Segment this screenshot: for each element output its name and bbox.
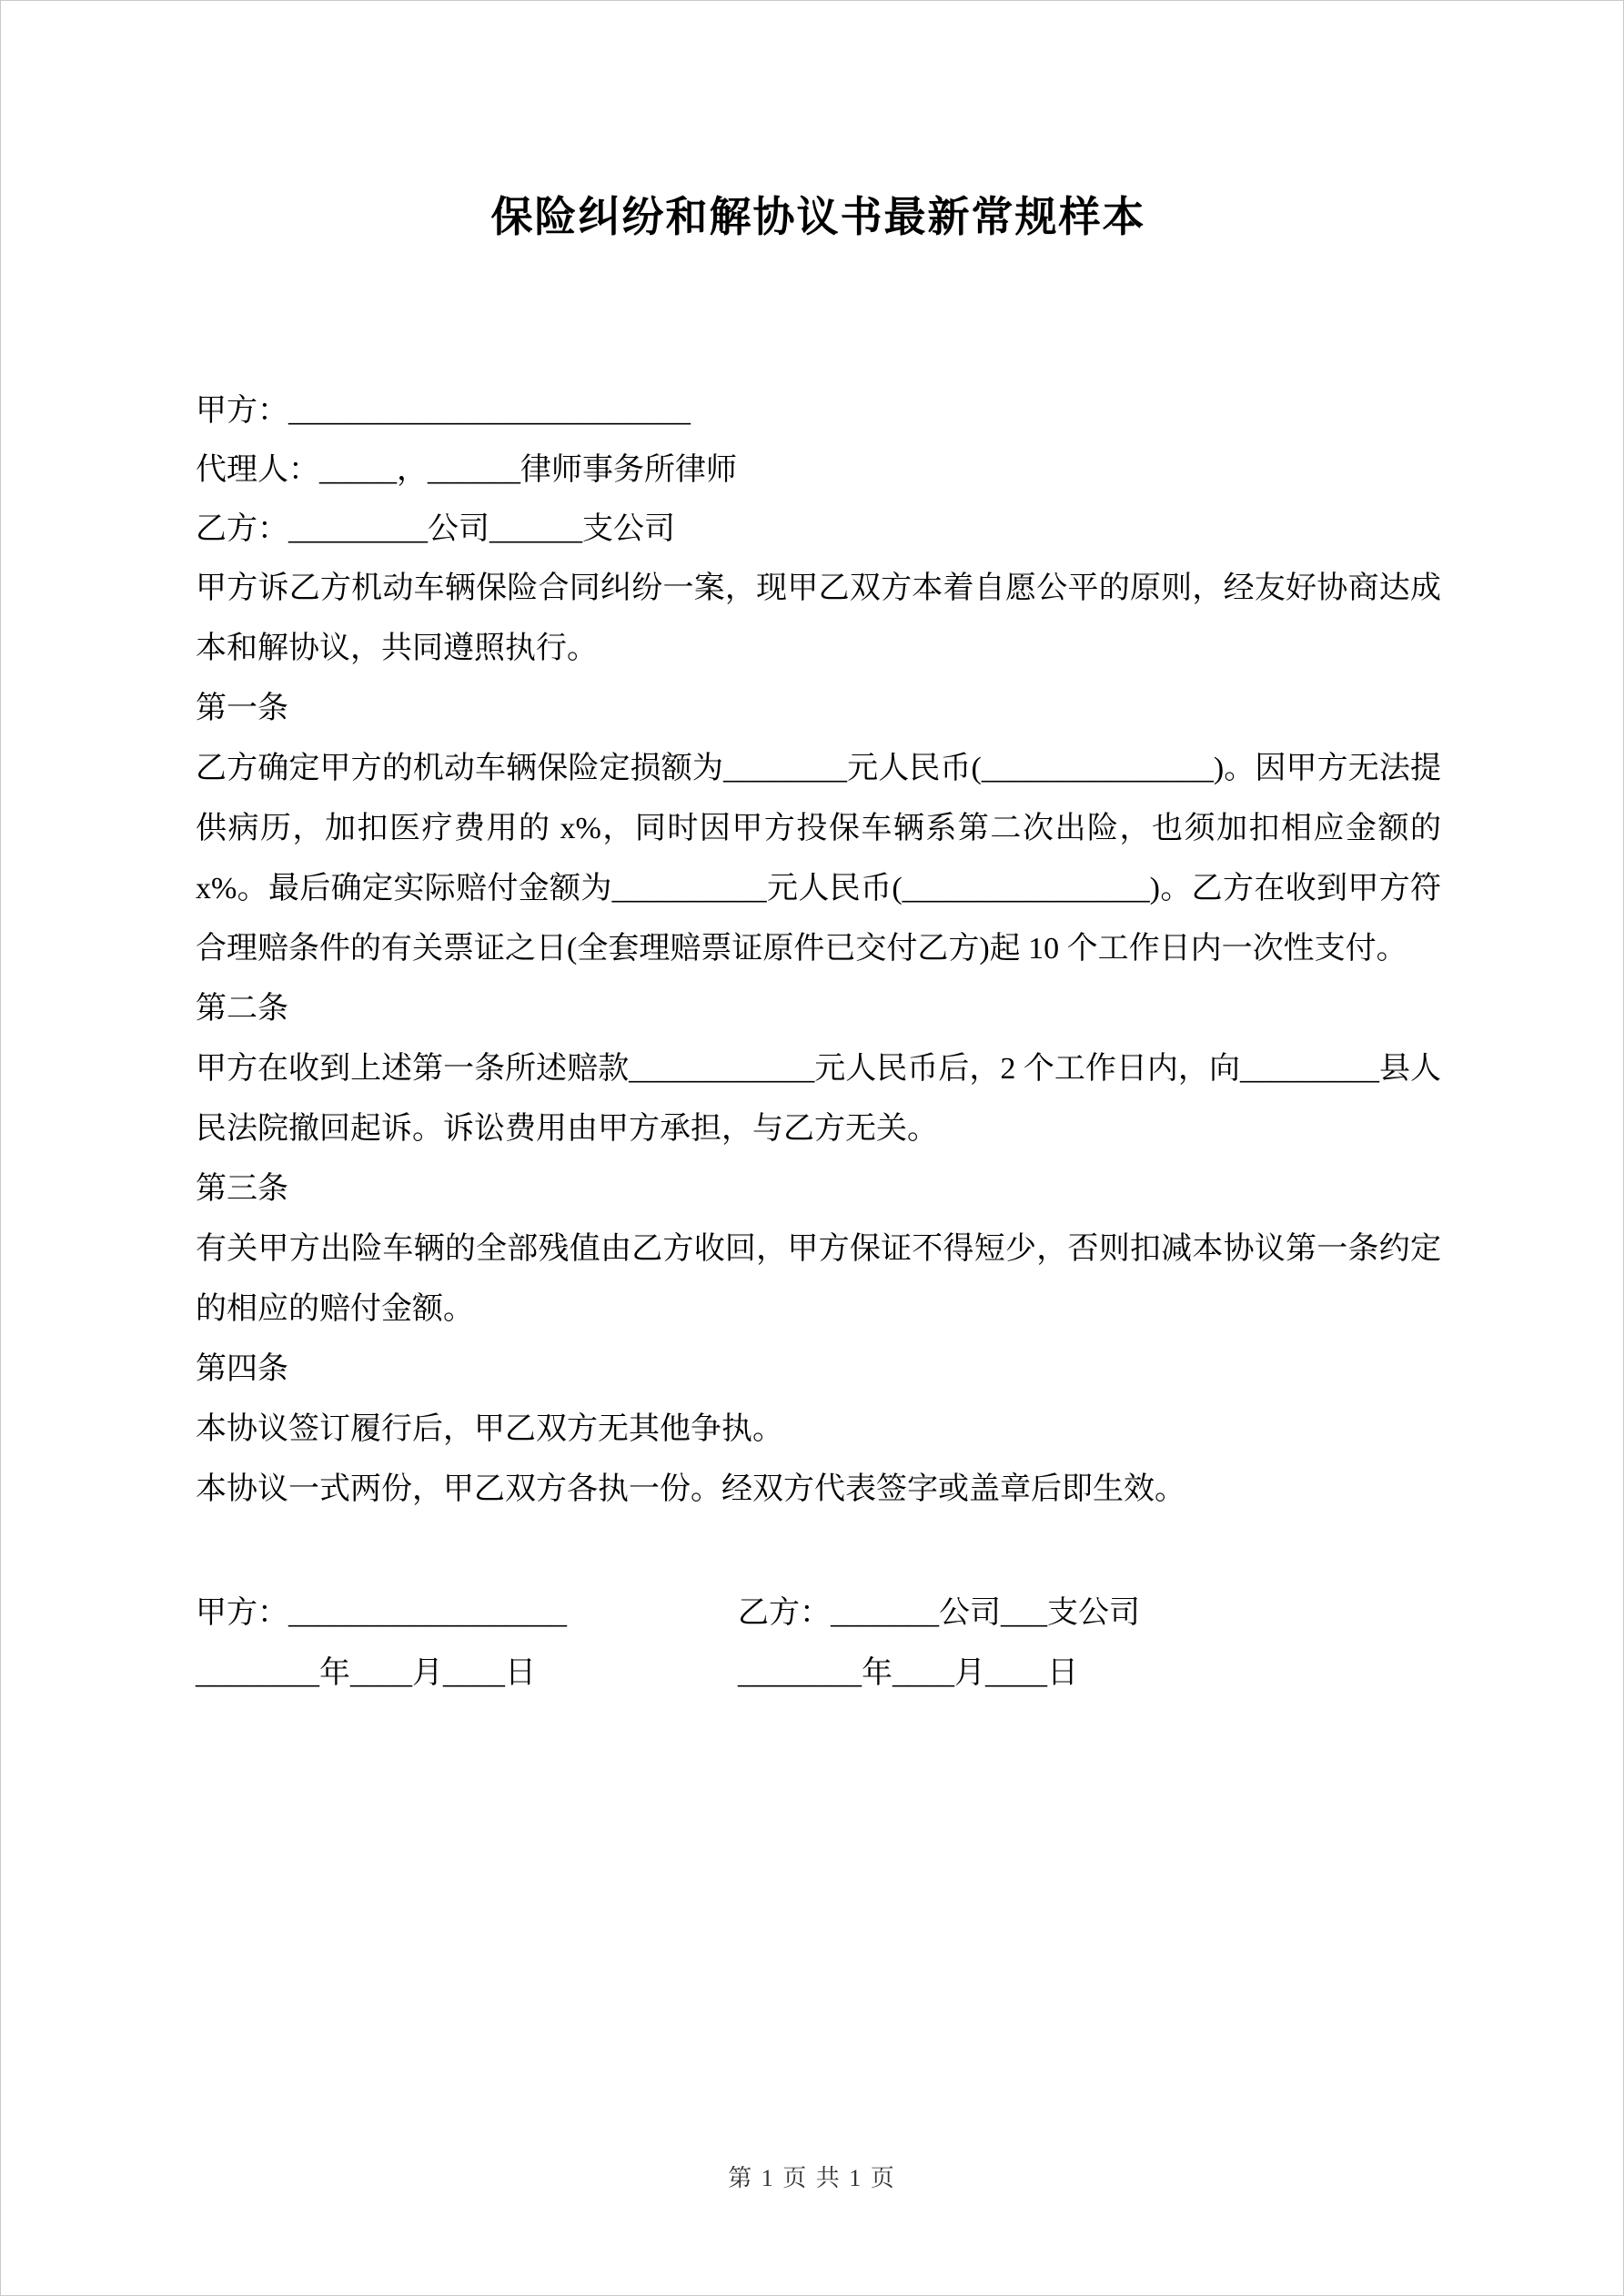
signature-date-a: ________年____月____日 [196, 1656, 536, 1690]
article-1-paragraph: 乙方确定甲方的机动车辆保险定损额为________元人民币(_______________)。因甲方无法提供病历，加扣医疗费用的 x%，同时因甲方投保车辆系第二次出险，也须加扣相应金额的 x%。最后确定实际赔付金额为__________元人民币(________________)。乙方在收到甲方符合理赔条件的有关票证之日(全套理赔票证原件已交付乙方)起 10 个工作日内一次性支付。 [196, 752, 1441, 966]
signature-party-b: 乙方：_______公司___支公司 [738, 1596, 1140, 1630]
article-1-heading: 第一条 [196, 692, 288, 725]
article-3-paragraph: 有关甲方出险车辆的全部残值由乙方收回，甲方保证不得短少，否则扣减本协议第一条约定的相应的赔付金额。 [196, 1232, 1441, 1326]
intro-paragraph: 甲方诉乙方机动车辆保险合同纠纷一案，现甲乙双方本着自愿公平的原则，经友好协商达成本和解协议，共同遵照执行。 [196, 571, 1441, 665]
party-b-line: 乙方：_________公司______支公司 [196, 512, 675, 546]
article-4-paragraph-1: 本协议签订履行后，甲乙双方无其他争执。 [196, 1412, 783, 1446]
party-a-line: 甲方：__________________________ [196, 394, 691, 428]
article-2-paragraph: 甲方在收到上述第一条所述赔款____________元人民币后，2 个工作日内，向_________县人民法院撤回起诉。诉讼费用由甲方承担，与乙方无关。 [196, 1052, 1441, 1146]
article-4-heading: 第四条 [196, 1352, 288, 1386]
document-title: 保险纠纷和解协议书最新常规样本 [490, 194, 1146, 240]
article-4-paragraph-2: 本协议一式两份，甲乙双方各执一份。经双方代表签字或盖章后即生效。 [196, 1472, 1185, 1506]
article-3-heading: 第三条 [196, 1172, 288, 1206]
signature-date-row [196, 1644, 1441, 1704]
agent-line: 代理人：_____，______律师事务所律师 [196, 453, 737, 487]
page-number-footer: 第 1 页 共 1 页 [728, 2165, 896, 2191]
signature-block [196, 1583, 1441, 1704]
signature-name-row [196, 1583, 1441, 1644]
signature-date-b: ________年____月____日 [738, 1656, 1078, 1690]
signature-party-a: 甲方：__________________ [196, 1596, 567, 1630]
article-2-heading: 第二条 [196, 992, 288, 1026]
